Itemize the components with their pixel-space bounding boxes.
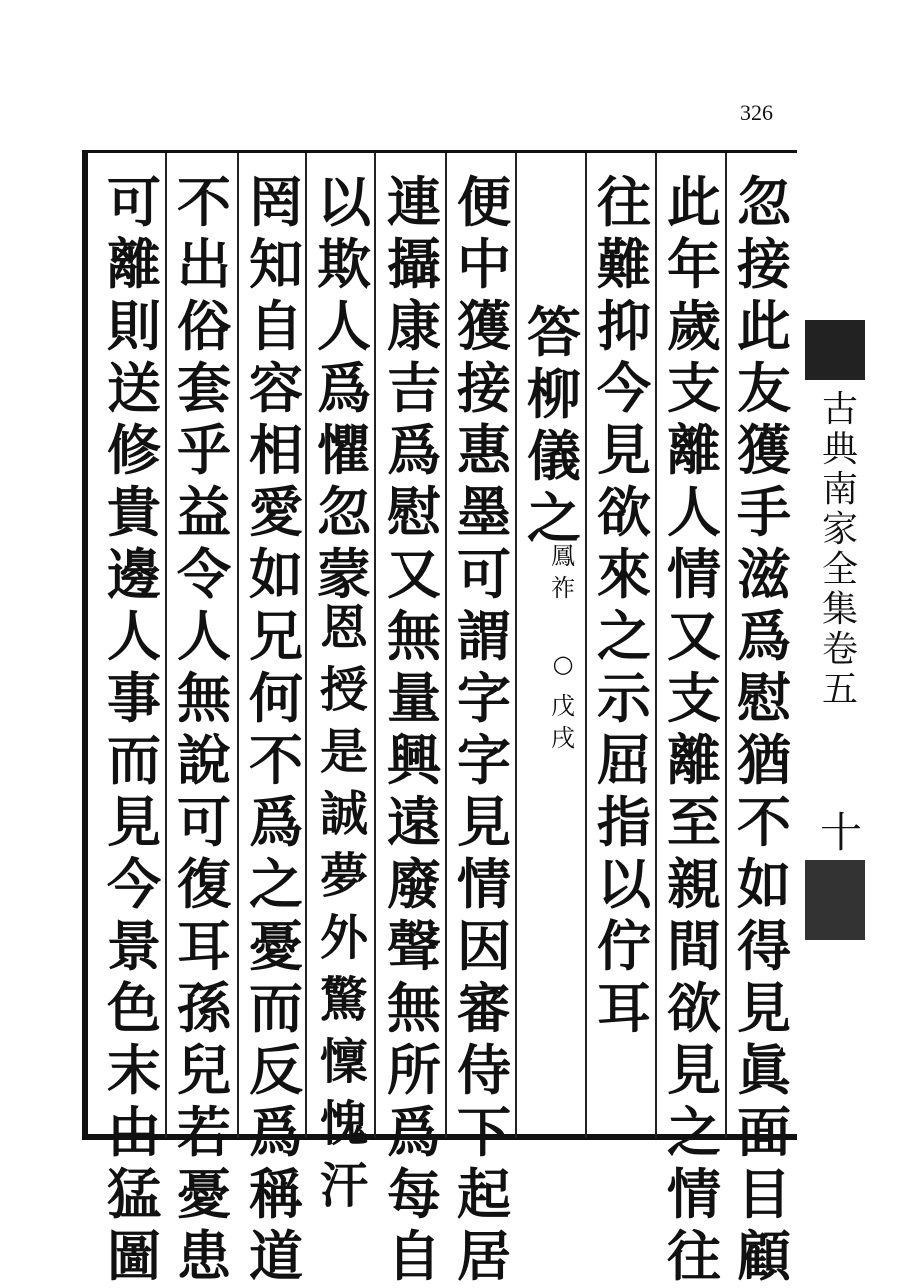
- page-number: 326: [740, 100, 773, 125]
- text-column-2: 此 年 歲 支 離 人 情 又 支 離 至 親 間 欲 見 之 情 往: [667, 170, 721, 1288]
- letter-title: 答 柳 儀 之: [527, 300, 581, 550]
- text-column-8: 罔 知 自 容 相 愛 如 兄 何 不 爲 之 憂 而 反 爲 稱 道: [249, 170, 303, 1288]
- fold-ornament-top: [805, 320, 865, 380]
- text-column-6: 連 攝 康 吉 爲 慰 又 無 量 興 遠 廢 聲 無 所 爲 每 自: [387, 170, 441, 1288]
- text-column-1: 忽 接 此 友 獲 手 滋 爲 慰 猶 不 如 得 見 眞 面 目 顧: [737, 170, 791, 1288]
- fold-title: 古 典 南 家 全 集 卷 五: [821, 389, 858, 710]
- annotation-circle: ○: [552, 650, 574, 678]
- fold-ornament-bottom: [805, 860, 865, 940]
- text-column-9: 不 出 俗 套 乎 益 令 人 無 說 可 復 耳 孫 兒 若 憂 患: [177, 170, 231, 1288]
- annotation-date: 戊 戌: [551, 692, 575, 752]
- text-column-3: 往 難 抑 今 見 欲 來 之 示 屈 指 以 佇 耳: [597, 170, 651, 1040]
- text-column-5: 便 中 獲 接 惠 墨 可 謂 字 字 見 情 因 審 侍 下 起 居: [457, 170, 511, 1288]
- column-rule: [237, 153, 239, 1138]
- text-column-7: 以 欺 人 爲 懼 忽 蒙: [317, 170, 371, 606]
- annotation-name: 鳳 祚: [551, 542, 575, 602]
- text-column-10: 可 離 則 送 修 貴 邊 人 事 而 見 今 景 色 末 由 猛 圖: [107, 170, 161, 1288]
- fold-page-mark: 十: [820, 808, 863, 857]
- text-column-7-lower: 恩 授 是 誠 夢 外 驚 懍 愧 汗: [319, 600, 368, 1214]
